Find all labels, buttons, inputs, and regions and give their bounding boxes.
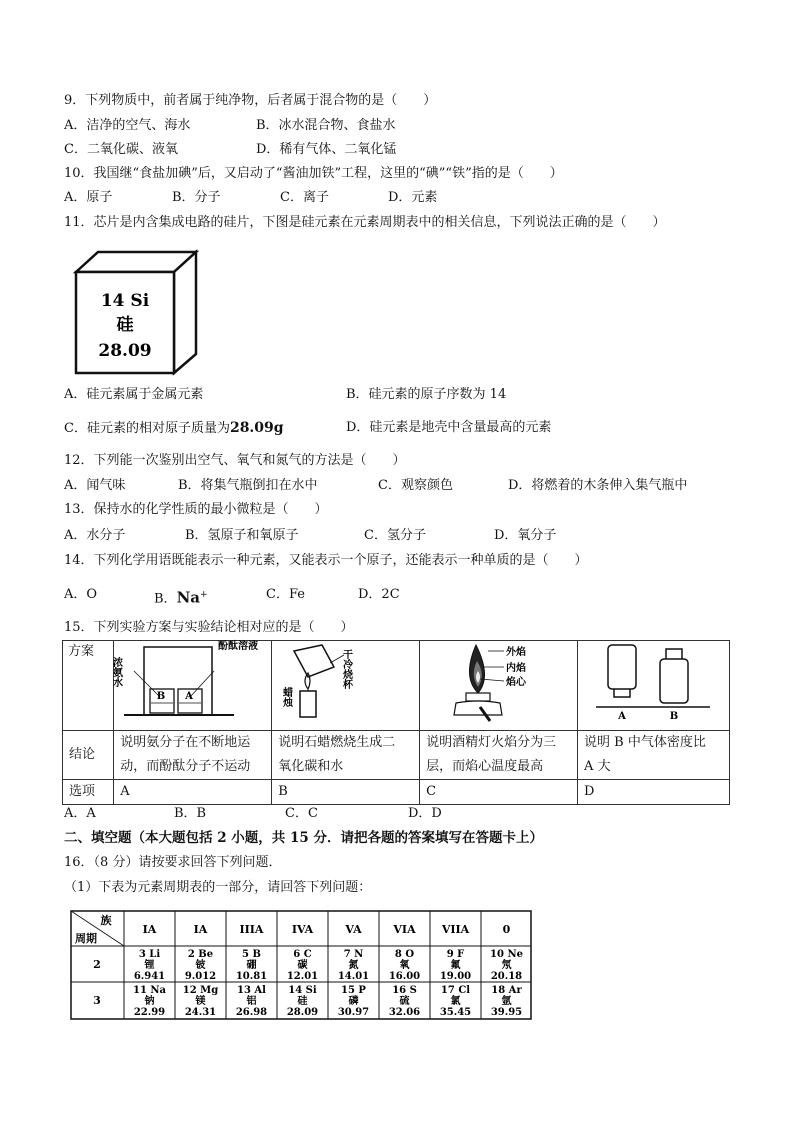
pt-cell-mass: 20.18 [490,971,523,982]
pt-group-header: VIIA [441,923,470,936]
conclusion-c-line2: 层，而焰心温度最高 [426,759,544,774]
pt-corner-group: 族 [100,914,112,927]
q15-stem: 15．下列实验方案与实验结论相对应的是（ ） [64,620,354,635]
conclusion-a-line2: 动，而酚酞分子不运动 [120,759,251,774]
beaker-b-label: B [157,691,166,702]
cold-beaker-label: 干冷烧杯 [340,649,352,689]
conclusion-b-line1: 说明石蜡燃烧生成二 [278,735,396,750]
pt-cell-mass: 35.45 [439,1007,472,1018]
pt-cell-name: 氟 [450,960,461,971]
si-box-name: 硅 [116,315,134,335]
q9-option-b: B．冰水混合物、食盐水 [256,118,396,133]
pt-cell-name: 磷 [348,996,359,1007]
pt-cell-number-symbol: 7 N [343,949,364,960]
pt-cell-number-symbol: 13 Al [237,985,266,996]
row-label-plan: 方案 [63,641,114,731]
fig-candle-experiment [272,641,420,731]
pt-period-label: 3 [93,994,101,1007]
fig-flame-experiment [420,641,578,731]
pt-cell-number-symbol: 9 F [446,949,465,960]
q13-stem: 13．保持水的化学性质的最小微粒是（ ） [64,502,328,517]
q12-option-d: D．将燃着的木条伸入集气瓶中 [508,478,688,493]
row-label-conclusion: 结论 [63,731,114,780]
bottle-b-label: B [669,711,679,722]
pt-cell-mass: 16.00 [388,971,421,982]
pt-cell-number-symbol: 17 Cl [440,985,471,996]
conclusion-b-line2: 氧化碳和水 [278,759,344,774]
q13-option-a: A．水分子 [64,528,126,543]
inner-flame-label: 内焰 [506,663,527,674]
q14-stem: 14．下列化学用语既能表示一种元素，又能表示一个原子，还能表示一种单质的是（ ） [64,553,588,568]
q11-option-a: A．硅元素属于金属元素 [64,387,204,402]
conclusion-a [114,731,272,780]
choice-d: D [578,780,730,805]
choice-a: A [114,780,272,805]
fig-gas-bottles [578,641,730,731]
q11-option-c-value: 28.09g [229,420,284,436]
pt-group-header: 0 [502,923,511,936]
pt-cell-mass: 14.01 [337,971,370,982]
q13-option-c: C．氢分子 [364,528,426,543]
pt-group-header: IA [142,923,157,936]
q16-sub1: （1）下表为元素周期表的一部分，请回答下列问题： [64,880,372,895]
outer-flame-label: 外焰 [506,647,527,658]
pt-cell-mass: 22.99 [133,1007,166,1018]
pt-cell-mass: 9.012 [184,971,217,982]
conclusion-d-line1: 说明 B 中气体密度比 [584,735,706,750]
q10-option-d: D．元素 [388,190,438,205]
q10-option-a: A．原子 [64,190,113,205]
q12-option-a: A．闻气味 [64,478,126,493]
pt-cell-name: 氮 [348,960,359,971]
pt-cell-name: 碳 [297,960,308,971]
q11-option-b: B．硅元素的原子序数为 14 [346,387,507,402]
section-2-title: 二、填空题（本大题包括 2 小题，共 15 分．请把各题的答案填写在答题卡上） [64,830,543,846]
conclusion-c [420,731,578,780]
q13-option-d: D．氧分子 [494,528,557,543]
q15-option-b: B．B [174,806,207,821]
pt-cell-number-symbol: 6 C [293,949,312,960]
pt-cell-mass: 19.00 [439,971,472,982]
q14-option-d: D．2C [358,587,400,602]
si-box-number-symbol: 14 Si [100,291,150,311]
pt-cell-mass: 10.81 [235,971,268,982]
pt-cell-number-symbol: 18 Ar [491,985,522,996]
row-label-choice: 选项 [63,780,114,805]
pt-cell-name: 氩 [501,996,512,1007]
choice-b: B [272,780,420,805]
q14-option-b [154,586,208,608]
pt-cell-name: 铍 [195,960,206,971]
q14-option-b-label: B． [154,591,177,607]
q16-stem: 16．（8 分）请按要求回答下列问题． [64,855,282,870]
pt-cell-number-symbol: 8 O [394,949,415,960]
q13-option-b: B．氢原子和氧原子 [185,528,299,543]
pt-cell-number-symbol: 3 Li [138,949,161,960]
conclusion-b [272,731,420,780]
fig-ammonia-experiment [110,641,272,731]
q12-option-b: B．将集气瓶倒扣在水中 [178,478,318,493]
q9-option-a: A．洁净的空气、海水 [64,118,191,133]
pt-cell-name: 硅 [297,996,308,1007]
pt-cell-name: 钠 [144,996,155,1007]
pt-cell-name: 硼 [246,960,257,971]
q10-option-b: B．分子 [172,190,221,205]
pt-group-header: VIA [393,923,416,936]
q10-stem: 10．我国继“食盐加碘”后，又启动了“酱油加铁”工程，这里的“碘”“铁”指的是（ ） [64,166,563,181]
pt-corner-period: 周期 [75,932,97,945]
pt-cell-mass: 24.31 [184,1007,217,1018]
pt-cell-name: 氧 [399,960,410,971]
q11-option-d: D．硅元素是地壳中含量最高的元素 [346,420,552,435]
q11-stem: 11．芯片是内含集成电路的硅片，下图是硅元素在元素周期表中的相关信息，下列说法正确的是（ ） [64,215,666,230]
candle-label: 蜡烛 [280,687,292,707]
pt-cell-mass: 12.01 [286,971,319,982]
q14-option-a: A．O [64,587,98,602]
pt-group-header: IVA [291,923,314,936]
pt-cell-number-symbol: 2 Be [187,949,214,960]
conclusion-d-line2: A 大 [584,759,611,774]
pt-cell-mass: 28.09 [286,1007,319,1018]
ammonia-label: 浓氨水 [110,657,122,687]
q9-option-c: C．二氧化碳、液氧 [64,142,178,157]
pt-cell-mass: 32.06 [388,1007,421,1018]
conclusion-a-line1: 说明氨分子在不断地运 [120,735,251,750]
conclusion-d [578,731,730,780]
silicon-element-cube [70,250,200,375]
q15-option-c: C．C [285,806,318,821]
q9-stem: 9．下列物质中，前者属于纯净物，后者属于混合物的是（ ） [64,93,437,108]
pt-cell-mass: 26.98 [235,1007,268,1018]
beaker-a-label: A [185,691,194,702]
pt-cell-mass: 39.95 [490,1007,523,1018]
pt-cell-number-symbol: 15 P [341,985,366,996]
q15-option-d: D．D [408,806,442,821]
pt-cell-name: 镁 [195,996,206,1007]
q11-option-c [64,419,284,438]
pt-cell-name: 铝 [246,996,257,1007]
pt-cell-number-symbol: 11 Na [132,985,167,996]
pt-group-header: IA [193,923,208,936]
pt-cell-number-symbol: 10 Ne [490,949,523,960]
q14-option-b-symbol: Na [176,588,200,607]
q12-option-c: C．观察颜色 [378,478,453,493]
pt-cell-mass: 30.97 [337,1007,370,1018]
experiment-table [62,640,730,805]
choice-c: C [420,780,578,805]
periodic-table-fragment [70,910,532,1020]
pt-cell-name: 氖 [501,960,512,971]
pt-cell-mass: 6.941 [133,971,166,982]
pt-cell-number-symbol: 5 B [242,949,261,960]
pt-cell-number-symbol: 12 Mg [182,985,219,996]
pt-group-header: IIIA [239,923,264,936]
pt-period-label: 2 [93,958,101,971]
q12-stem: 12．下列能一次鉴别出空气、氧气和氮气的方法是（ ） [64,453,406,468]
pt-cell-number-symbol: 14 Si [288,985,317,996]
q14-option-b-charge: + [200,590,208,600]
q9-option-d: D．稀有气体、二氧化锰 [256,142,397,157]
q10-option-c: C．离子 [280,190,329,205]
pt-cell-name: 锂 [144,960,155,971]
pt-group-header: VA [345,923,362,936]
pt-cell-name: 硫 [399,996,410,1007]
pt-cell-number-symbol: 16 S [392,985,417,996]
q11-option-c-text: C．硅元素的相对原子质量为 [64,421,230,436]
bottle-a-label: A [618,711,626,722]
si-box-mass: 28.09 [98,341,152,361]
q14-option-c: C．Fe [266,587,305,602]
phenolphthalein-label: 酚酞溶液 [218,641,259,652]
q15-option-a: A．A [64,806,96,821]
flame-core-label: 焰心 [506,677,527,688]
pt-cell-name: 氯 [450,996,461,1007]
conclusion-c-line1: 说明酒精灯火焰分为三 [426,735,557,750]
